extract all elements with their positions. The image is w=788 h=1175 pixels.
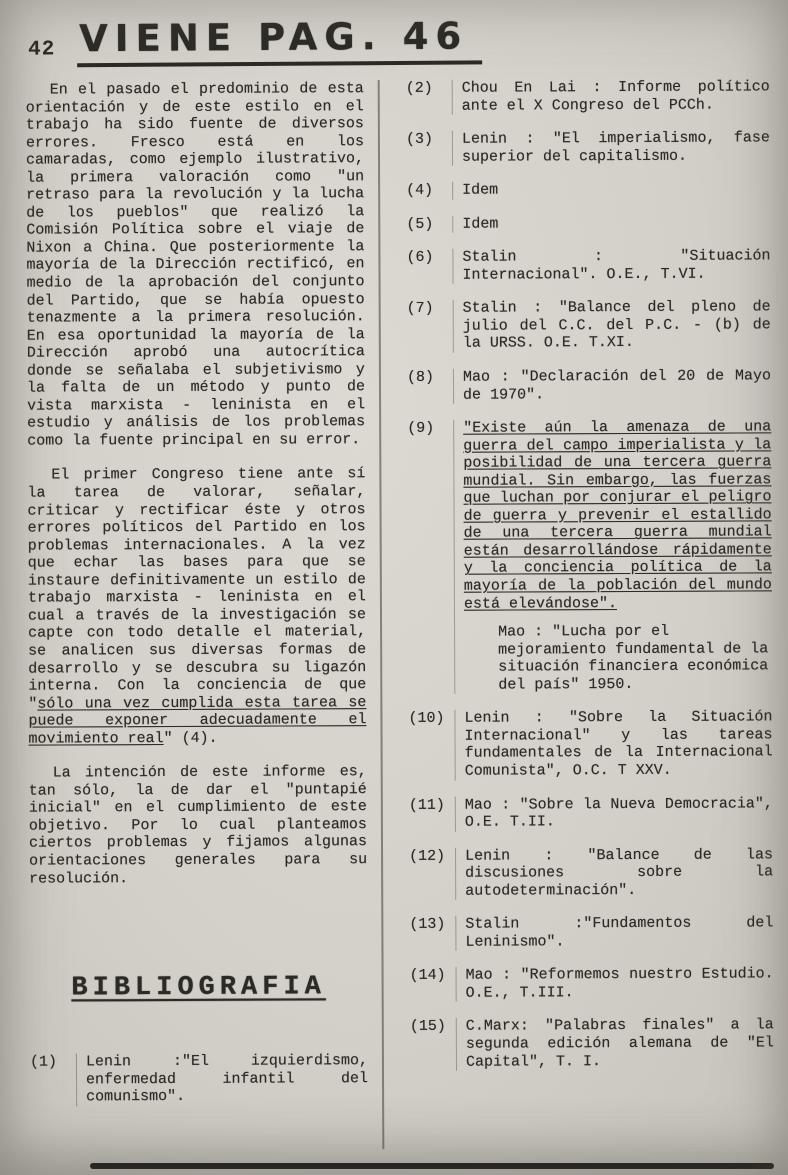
item-number: (10) <box>408 710 445 728</box>
underlined-text: sólo una vez cumplida esta tarea se puede exponer adecuadamente el movimiento real <box>28 693 367 748</box>
bibliography-item <box>406 129 770 166</box>
paragraph-text: El primer Congreso tiene ante sí la tarea de valorar, señalar, criticar y rectificar éste y otros errores políticos del Partido en los problemas internacionales. A la vez que echar las bases para que se instaure definitivamente un estilo de trabajo marxista - leninista en el cual a través de la investigación se capte con todo detalle el material, se analicen sus diversas formas de desarrollo y se descubra su ligazón interna. Con la conciencia de que " <box>27 465 367 713</box>
item-number: (12) <box>409 847 446 865</box>
item-text: Mao : "Sobre la Nueva Democracia", O.E. T.II. <box>455 795 773 831</box>
right-column <box>380 78 775 1149</box>
bibliography-item <box>410 1017 774 1071</box>
item-attribution: Mao : "Lucha por el mejoramiento fundamental de la situación financiera económica del país" 1950. <box>498 622 769 694</box>
item-text: Mao : "Reformemos nuestro Estudio. O.E., T.III. <box>456 966 774 1002</box>
item-text: Mao : "Declaración del 20 de Mayo de 1970". <box>453 367 771 403</box>
bibliography-item <box>409 915 773 952</box>
bibliography-item <box>406 248 770 285</box>
item-number: (15) <box>409 1018 446 1036</box>
item-text: Chou En Lai : Informe político ante el X Congreso del PCCh. <box>452 78 770 114</box>
item-number: (8) <box>406 368 435 386</box>
paragraph: En el pasado el predominio de esta orientación y de este estilo en el trabajo ha sido fuente de diversos errores. Fresco está en los camaradas, como ejemplo ilustrativo, la primera valoración como "un retraso para la revolución y la lucha de los pueblos" que realizó la Comisión Política sobre el viaje de Nixon a China. Que posteriormente la mayoría de la Dirección rectificó, en medio de la aprobación del conjunto del Partido, que se había opuesto tenazmente a la primera resolución. En esa oportunidad la mayoría de la Dirección aprobó una autocrítica donde se señalaba el subjetivismo y la falta de un método y punto de vista marxista - leninista en el estudio y análisis de los problemas como la fuente principal en su error. <box>25 80 366 450</box>
item-text: Stalin : "Balance del pleno de julio del C.C. del P.C. - (b) de la URSS. O.E. T.XI. <box>453 299 771 353</box>
bibliography-heading: BIBLIOGRAFIA <box>71 972 326 1004</box>
bibliography-item <box>409 795 773 832</box>
item-text: Stalin :"Fundamentos del Leninismo". <box>455 915 773 951</box>
page-number: 42 <box>27 38 56 62</box>
item-text <box>453 418 772 694</box>
bibliography-item <box>409 846 773 900</box>
columns <box>26 78 775 1150</box>
item-number: (1) <box>29 1053 58 1071</box>
item-text: Idem <box>452 181 770 200</box>
bibliography-item <box>407 418 772 694</box>
item-text: Stalin : "Situación Internacional". O.E., T.VI. <box>452 248 770 284</box>
item-number: (6) <box>406 249 434 267</box>
bibliography-item <box>406 181 770 200</box>
item-text: C.Marx: "Palabras finales" a la segunda edición alemana de "El Capital", T. I. <box>456 1017 774 1071</box>
item-number: (4) <box>406 182 434 200</box>
item-number: (2) <box>405 79 433 97</box>
item-text: Lenin : "Sobre la Situación Internacional" y las tareas fundamentales de la Internacional Comunista", O.C. T XXV. <box>454 709 772 781</box>
bibliography-item <box>30 1052 368 1106</box>
bibliography-item <box>406 214 770 233</box>
bibliography-item <box>406 78 770 115</box>
bibliography-item <box>407 299 771 353</box>
item-text: Lenin :"El izquierdismo, enfermedad infantil del comunismo". <box>76 1052 368 1106</box>
item-number: (13) <box>409 916 446 934</box>
paragraph-text: " (4). <box>163 729 218 747</box>
item-number: (11) <box>408 796 445 814</box>
item-text: Lenin : "Balance de las discusiones sobre la autodeterminación". <box>455 846 773 900</box>
bibliography-item <box>410 966 774 1003</box>
item-text: Lenin : "El imperialismo, fase superior del capitalismo. <box>452 129 770 165</box>
bottom-rule <box>90 1163 774 1169</box>
page-title: VIENE PAG. 46 <box>77 14 482 67</box>
quote-text: "Existe aún la amenaza de una guerra del campo imperialista y la posibilidad de una tercera guerra mundial. Sin embargo, las fuerzas que luchan por conjurar el peligro de guerra y prevenir el estallido de una tercera guerra mundial están desarrollándose rápidamente y la conciencia política de la mayoría de la población del mundo está elevándose". <box>463 418 772 613</box>
item-number: (14) <box>409 967 446 985</box>
item-number: (9) <box>407 419 435 438</box>
item-number: (3) <box>405 130 433 149</box>
left-column <box>26 80 385 1151</box>
paragraph <box>27 466 366 748</box>
bibliography-item <box>407 367 771 404</box>
item-number: (7) <box>406 300 434 318</box>
item-number: (5) <box>406 215 434 233</box>
page-header <box>28 14 483 67</box>
item-text: Idem <box>452 214 770 233</box>
bibliography-item <box>408 709 772 781</box>
paragraph: La intención de este informe es, tan sólo, la de dar el "puntapié inicial" en el cumplimiento de este objetivo. Por lo cual planteamos ciertos problemas y fijamos algunas orientaciones generales para su resolución. <box>28 763 368 888</box>
